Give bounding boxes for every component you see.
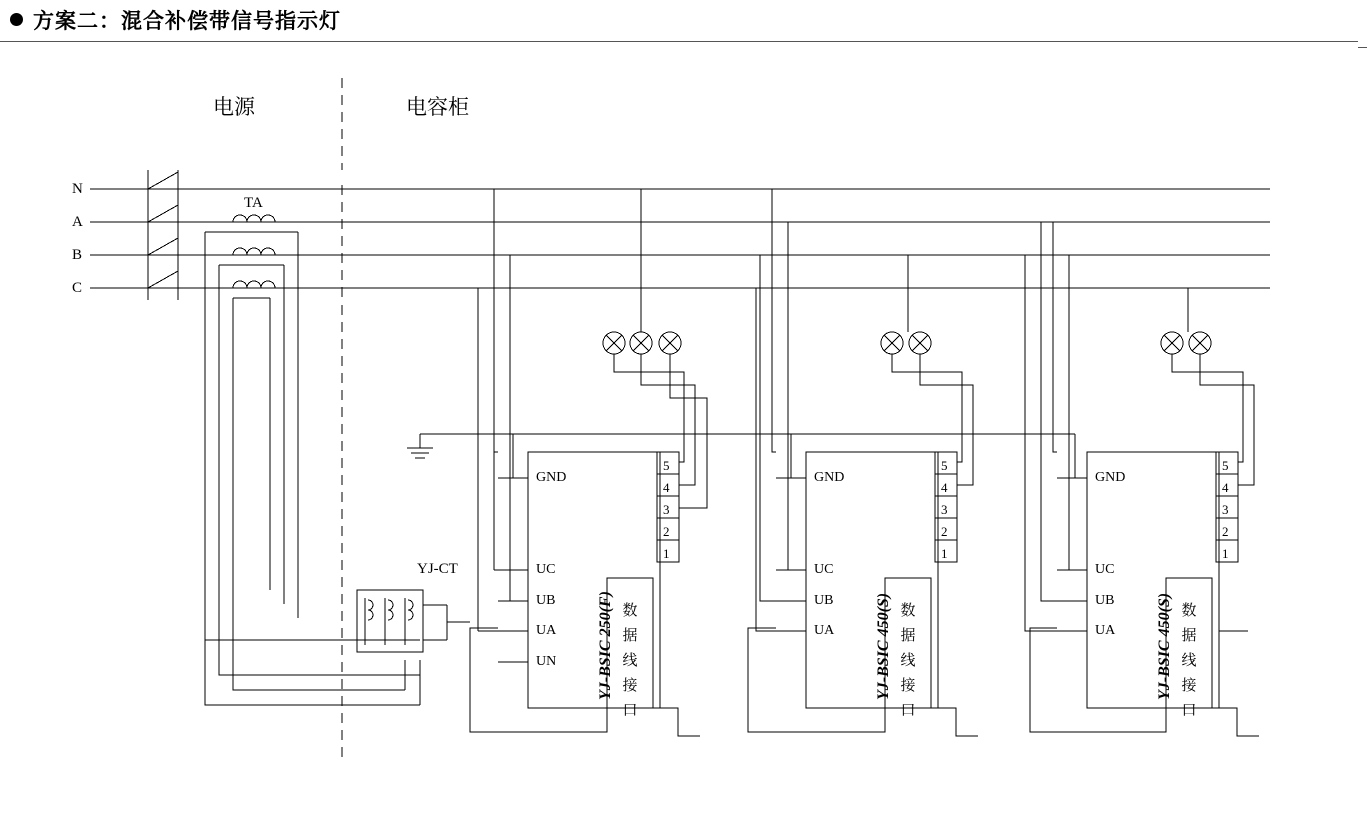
module-2-number-3: 3 (941, 502, 948, 517)
label-ta: TA (244, 195, 263, 211)
module-2-model-label: YJ-BSIC 450(S) (875, 592, 892, 700)
module-3-port-label: 数 据 线 接 口 (1181, 601, 1197, 719)
module-1-number-5: 5 (663, 458, 670, 473)
module-3-terminal-ua: UA (1095, 623, 1116, 638)
label-capacitor-cabinet: 电容柜 (406, 95, 469, 119)
module-3-number-4: 4 (1222, 480, 1229, 495)
bus-phase-C: C (72, 280, 83, 296)
module-3-model-label: YJ-BSIC 450(S) (1156, 592, 1173, 700)
module-3-number-5: 5 (1222, 458, 1229, 473)
module-1-number-2: 2 (663, 524, 670, 539)
module-3-number-3: 3 (1222, 502, 1229, 517)
module-1-terminal-uc: UC (536, 562, 556, 577)
module-1-number-1: 1 (663, 546, 670, 561)
module-2-number-1: 1 (941, 546, 948, 561)
module-2-number-4: 4 (941, 480, 948, 495)
module-3-gnd-label: GND (1095, 470, 1126, 485)
module-1-terminal-ua: UA (536, 623, 557, 638)
module-2-number-5: 5 (941, 458, 948, 473)
module-3-number-2: 2 (1222, 524, 1229, 539)
module-1-number-4: 4 (663, 480, 670, 495)
module-1-port-label: 数 据 线 接 口 (622, 601, 638, 719)
module-3-number-1: 1 (1222, 546, 1229, 561)
module-1-terminal-ub: UB (536, 593, 556, 608)
module-2-terminal-ua: UA (814, 623, 835, 638)
module-1-terminal-un: UN (536, 654, 557, 669)
module-1-number-3: 3 (663, 502, 670, 517)
bus-phase-N: N (72, 181, 83, 197)
bus-phase-B: B (72, 247, 83, 263)
page-title: 方案二：混合补偿带信号指示灯 (33, 9, 341, 33)
module-2-port-label: 数 据 线 接 口 (900, 601, 916, 719)
module-3-terminal-ub: UB (1095, 593, 1115, 608)
module-1-model-label: YJ-BSIC 250(F) (597, 591, 614, 700)
label-yj-ct: YJ-CT (417, 561, 458, 577)
bus-phase-A: A (72, 214, 83, 230)
module-3-terminal-uc: UC (1095, 562, 1115, 577)
module-1-gnd-label: GND (536, 470, 567, 485)
module-2-terminal-ub: UB (814, 593, 834, 608)
label-source: 电源 (213, 95, 255, 119)
module-2-terminal-uc: UC (814, 562, 834, 577)
module-2-gnd-label: GND (814, 470, 845, 485)
module-2-number-2: 2 (941, 524, 948, 539)
